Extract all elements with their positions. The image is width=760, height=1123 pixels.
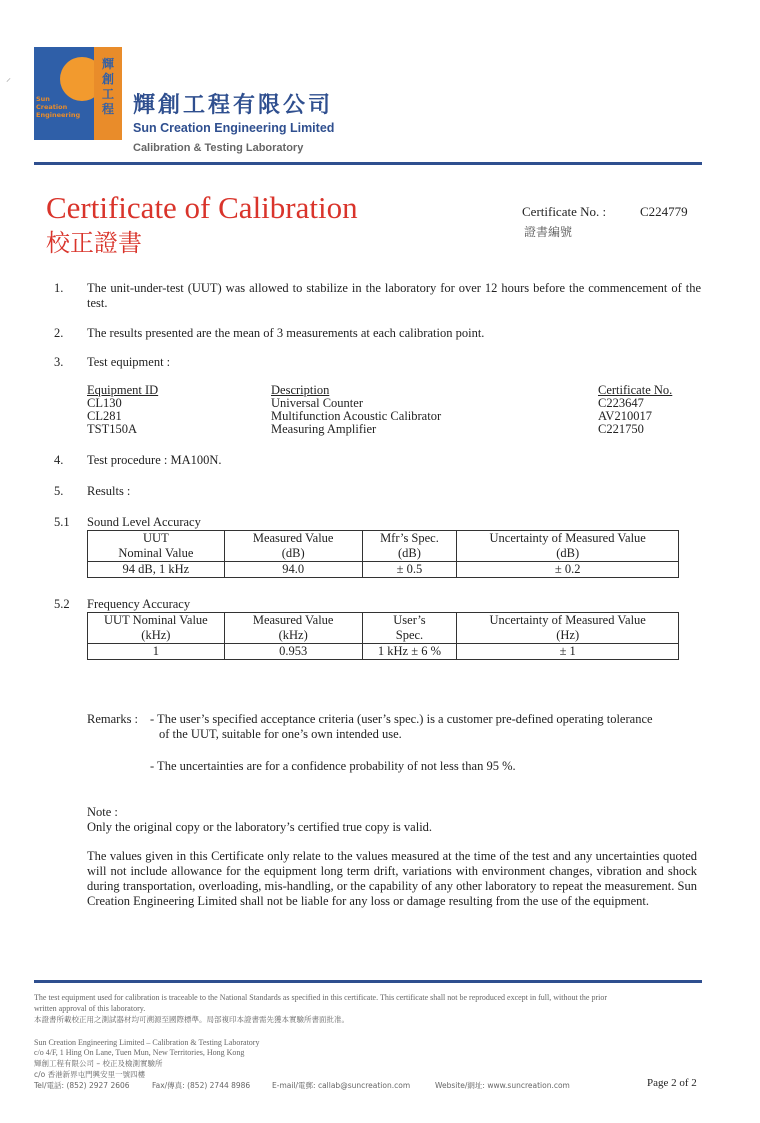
footer-address: Sun Creation Engineering Limited – Calibration & Testing Laboratory bbox=[34, 1038, 260, 1047]
table-header: Mfr’s Spec. (dB) bbox=[362, 531, 457, 562]
item-number: 5. bbox=[54, 484, 64, 498]
table-cell: 94 dB, 1 kHz bbox=[88, 562, 225, 578]
remark-2: - The uncertainties are for a confidence probability of not less than 95 %. bbox=[150, 759, 516, 773]
table-row bbox=[88, 562, 679, 578]
footer-disclaimer-cjk: 本證書所載校正用之測試器材均可溯源至國際標準。局部複印本證書需先獲本實驗所書面批准。 bbox=[34, 1015, 349, 1024]
note-label: Note : bbox=[87, 805, 118, 819]
margin-mark: ⸝ bbox=[6, 73, 11, 84]
remark-1-continued: of the UUT, suitable for one’s own intended use. bbox=[159, 727, 402, 741]
page-title-cjk: 校正證書 bbox=[46, 229, 142, 257]
note-validity: Only the original copy or the laboratory’s certified true copy is valid. bbox=[87, 820, 433, 834]
lab-name: Calibration & Testing Laboratory bbox=[133, 142, 304, 154]
item-number: 4. bbox=[54, 453, 64, 467]
item-number: 1. bbox=[54, 281, 64, 295]
footer-fax: Fax/傳真: (852) 2744 8986 bbox=[152, 1081, 251, 1090]
section-title: Frequency Accuracy bbox=[87, 597, 191, 611]
equipment-certificate-column: Certificate No. C223647 AV210017 C221750 bbox=[598, 383, 673, 436]
header-divider bbox=[34, 162, 702, 165]
equipment-description-column: Description Universal Counter Multifunction Acoustic Calibrator Measuring Amplifier bbox=[271, 383, 442, 436]
company-logo bbox=[34, 47, 122, 140]
table-cell: 0.953 bbox=[224, 644, 362, 660]
table-header: Measured Value (kHz) bbox=[224, 613, 362, 644]
table-header-row bbox=[88, 531, 679, 562]
table-cell: 94.0 bbox=[224, 562, 362, 578]
logo-cjk: 輝 創 工 程 bbox=[101, 57, 114, 116]
page-title: Certificate of Calibration bbox=[46, 190, 358, 225]
table-cell: ± 0.5 bbox=[362, 562, 457, 578]
item-number: 3. bbox=[54, 355, 64, 369]
item-text: Test equipment : bbox=[87, 355, 171, 369]
remark-1: - The user’s specified acceptance criteria (user’s spec.) is a customer pre-defined operating tolerance bbox=[150, 712, 653, 726]
sound-level-table bbox=[87, 530, 679, 578]
table-header: UUT Nominal Value (kHz) bbox=[88, 613, 225, 644]
table-cell: ± 1 bbox=[457, 644, 679, 660]
section-number: 5.1 bbox=[54, 515, 70, 529]
table-header: UUT Nominal Value bbox=[88, 531, 225, 562]
company-name-cjk: 輝創工程有限公司 bbox=[133, 93, 334, 118]
certificate-number: C224779 bbox=[640, 204, 688, 219]
table-cell: ± 0.2 bbox=[457, 562, 679, 578]
table-cell: 1 kHz ± 6 % bbox=[362, 644, 457, 660]
footer-address-cjk: 輝創工程有限公司 – 校正及檢測實驗所 bbox=[34, 1059, 163, 1068]
company-name: Sun Creation Engineering Limited bbox=[133, 121, 335, 135]
footer-website: Website/網址: www.suncreation.com bbox=[435, 1081, 570, 1090]
certificate-label: Certificate No. : bbox=[522, 204, 607, 219]
section-number: 5.2 bbox=[54, 597, 70, 611]
table-header: Uncertainty of Measured Value (dB) bbox=[457, 531, 679, 562]
footer-disclaimer: The test equipment used for calibration is traceable to the National Standards as specified in this certificate. This certificate shall not be reproduced except in full, without the prior bbox=[34, 993, 607, 1002]
item-text: The unit-under-test (UUT) was allowed to stabilize in the laboratory for over 12 hours before the commencement of the test. bbox=[87, 281, 701, 310]
footer-tel: Tel/電話: (852) 2927 2606 bbox=[34, 1081, 130, 1090]
item-text: Results : bbox=[87, 484, 131, 498]
table-cell: 1 bbox=[88, 644, 225, 660]
frequency-table bbox=[87, 612, 679, 660]
section-title: Sound Level Accuracy bbox=[87, 515, 201, 529]
table-header: User’s Spec. bbox=[362, 613, 457, 644]
certificate-label-cjk: 證書編號 bbox=[524, 225, 573, 239]
footer-email: E-mail/電郵: callab@suncreation.com bbox=[272, 1081, 411, 1090]
item-text: Test procedure : MA100N. bbox=[87, 453, 222, 467]
item-text: The results presented are the mean of 3 measurements at each calibration point. bbox=[87, 326, 485, 340]
footer-address-cjk: c/o 香港新界屯門興安里一號四樓 bbox=[34, 1070, 146, 1079]
equipment-id-column: Equipment ID CL130 CL281 TST150A bbox=[87, 383, 159, 436]
footer-divider bbox=[34, 980, 702, 983]
item-number: 2. bbox=[54, 326, 64, 340]
footer-disclaimer-continued: written approval of this laboratory. bbox=[34, 1004, 146, 1013]
logo-text: Sun Creation Engineering bbox=[36, 95, 81, 119]
table-row bbox=[88, 644, 679, 660]
note-paragraph: The values given in this Certificate only relate to the values measured at the time of the test and any uncertainties quoted will not include allowance for the equipment long term drift, variations with environment changes, vibration and shock during transportation, overloading, mis-handling, or the capability of any other laboratory to repeat the measurement. Sun Creation Engineering Limited shall not be liable for any loss or damage resulting from the use of the equipment. bbox=[87, 849, 697, 908]
table-header: Uncertainty of Measured Value (Hz) bbox=[457, 613, 679, 644]
footer-address: c/o 4/F, 1 Hing On Lane, Tuen Mun, New Territories, Hong Kong bbox=[34, 1048, 245, 1057]
page-number: Page 2 of 2 bbox=[647, 1077, 697, 1089]
table-header: Measured Value (dB) bbox=[224, 531, 362, 562]
table-header-row bbox=[88, 613, 679, 644]
remarks-label: Remarks : bbox=[87, 712, 139, 726]
